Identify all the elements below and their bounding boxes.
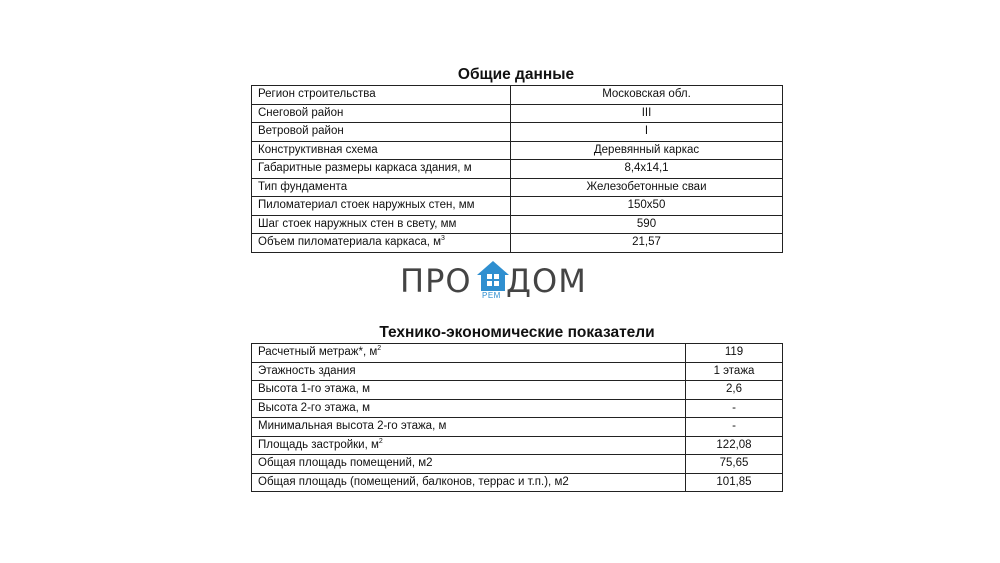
row-value: - [686, 399, 783, 418]
cropped-text-remnant [257, 494, 677, 499]
row-label: Общая площадь помещений, м2 [252, 455, 686, 474]
row-label-with-unit [252, 436, 686, 455]
unit-superscript: 2 [378, 437, 383, 445]
logo-left-word: ПРО [400, 262, 472, 300]
row-label: Расчетный метраж*, м [258, 346, 378, 359]
table-row [252, 141, 783, 160]
table-row [252, 436, 783, 455]
general-data-table [251, 85, 783, 253]
row-label: Высота 2-го этажа, м [252, 399, 686, 418]
table-row [252, 381, 783, 400]
table-row [252, 86, 783, 105]
row-label: Объем пиломатериала каркаса, м [258, 236, 442, 249]
row-label: Тип фундамента [252, 178, 511, 197]
row-value: Деревянный каркас [511, 141, 783, 160]
table-row [252, 455, 783, 474]
table-row [252, 104, 783, 123]
row-label-with-unit [252, 344, 686, 363]
table-row [252, 160, 783, 179]
table-row [252, 123, 783, 142]
row-value: 2,6 [686, 381, 783, 400]
unit-superscript: 2 [377, 345, 382, 353]
row-value: 122,08 [686, 436, 783, 455]
row-label: Пиломатериал стоек наружных стен, мм [252, 197, 511, 216]
table-row [252, 215, 783, 234]
tech-indicators-table [251, 343, 783, 492]
table-row [252, 362, 783, 381]
row-label: Высота 1-го этажа, м [252, 381, 686, 400]
table-row [252, 344, 783, 363]
row-value: - [686, 418, 783, 437]
row-label: Конструктивная схема [252, 141, 511, 160]
row-label: Площадь застройки, м [258, 438, 379, 451]
table-row [252, 197, 783, 216]
row-value: Железобетонные сваи [511, 178, 783, 197]
row-label: Габаритные размеры каркаса здания, м [252, 160, 511, 179]
row-value: 75,65 [686, 455, 783, 474]
row-value: 119 [686, 344, 783, 363]
pro-dom-logo [398, 258, 608, 308]
row-value: 1 этажа [686, 362, 783, 381]
tech-indicators-title: Технико-экономические показатели [379, 324, 655, 341]
row-value: 21,57 [511, 234, 783, 253]
table-row [252, 178, 783, 197]
row-value: III [511, 104, 783, 123]
cropped-footnote [251, 494, 783, 499]
row-label: Общая площадь (помещений, балконов, террас и т.п.), м2 [252, 473, 686, 492]
row-value: 150х50 [511, 197, 783, 216]
house-icon [476, 260, 510, 292]
table-row [252, 418, 783, 437]
row-label: Шаг стоек наружных стен в свету, мм [252, 215, 511, 234]
row-label: Регион строительства [252, 86, 511, 105]
general-data-title: Общие данные [457, 66, 575, 83]
row-label: Этажность здания [252, 362, 686, 381]
table-row [252, 473, 783, 492]
row-value: 590 [511, 215, 783, 234]
row-label-with-unit [252, 234, 511, 253]
table-row [252, 399, 783, 418]
logo-sub-word: РЕМ [482, 291, 501, 300]
row-label: Минимальная высота 2-го этажа, м [252, 418, 686, 437]
logo-right-word: ДОМ [506, 262, 587, 300]
unit-superscript: 3 [441, 235, 445, 243]
row-label: Ветровой район [252, 123, 511, 142]
table-row [252, 234, 783, 253]
row-value: I [511, 123, 783, 142]
row-value: Московская обл. [511, 86, 783, 105]
row-label: Снеговой район [252, 104, 511, 123]
row-value: 8,4х14,1 [511, 160, 783, 179]
row-value: 101,85 [686, 473, 783, 492]
